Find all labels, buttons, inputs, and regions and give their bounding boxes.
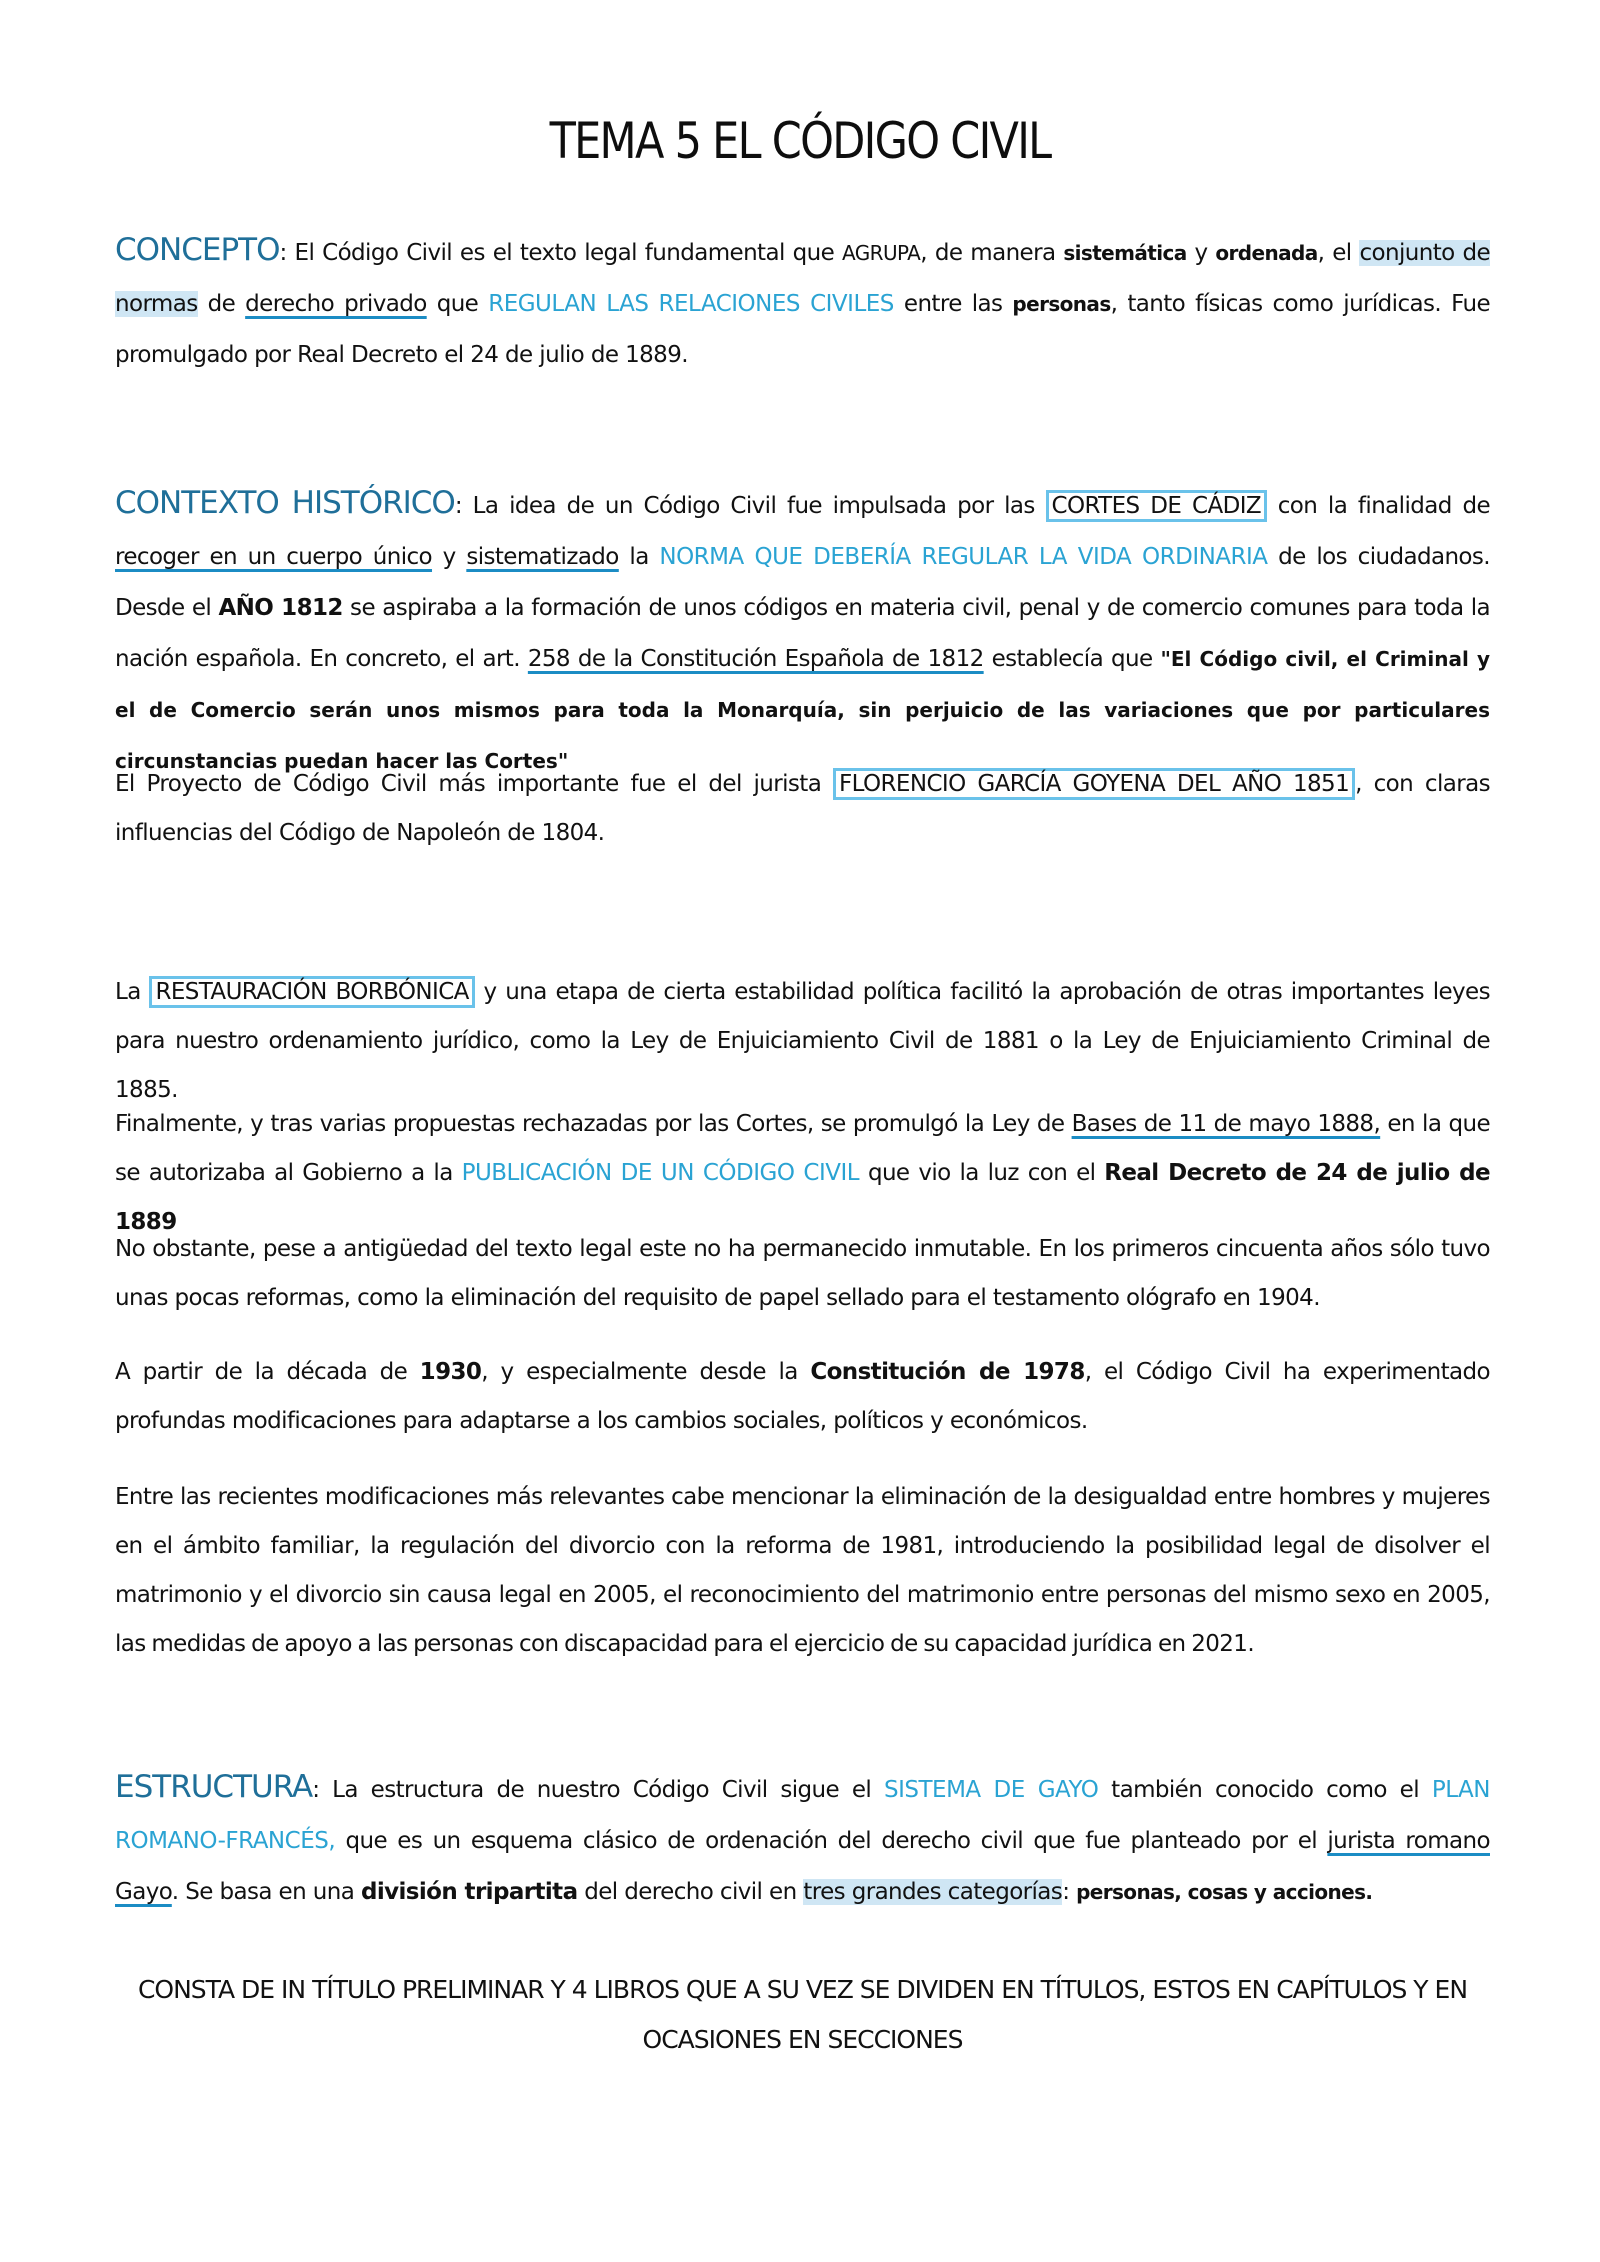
estructura-paragraph (115, 1762, 1490, 1918)
page-title: TEMA 5 EL CÓDIGO CIVIL (549, 112, 1051, 170)
text: del derecho civil en (577, 1879, 804, 1905)
boxed-restauracion: RESTAURACIÓN BORBÓNICA (149, 976, 474, 1008)
accent-sistema-gayo: SISTEMA DE GAYO (884, 1777, 1099, 1803)
text: , y especialmente desde la (481, 1359, 811, 1385)
text: establecía que (983, 646, 1161, 672)
proyecto-paragraph (115, 760, 1490, 858)
text: El Proyecto de Código Civil más importante fue el del jurista (115, 771, 834, 797)
underline-art-258: 258 de la Constitución Española de 1812 (527, 646, 984, 672)
bold-constitucion-1978: Constitución de 1978 (810, 1359, 1085, 1385)
concepto-heading: CONCEPTO (115, 232, 280, 268)
text: que es un esquema clásico de ordenación del derecho civil que fue planteado por el (335, 1828, 1328, 1854)
text: : El Código Civil es el texto legal fundamental que (279, 240, 843, 266)
highlight-conjunto: conjunto de normas (115, 240, 1491, 317)
accent-publicacion: PUBLICACIÓN DE UN CÓDIGO CIVIL (461, 1160, 860, 1186)
text: también conocido como el (1098, 1777, 1432, 1803)
bold-categorias: personas, cosas y acciones. (1076, 1880, 1373, 1904)
underline-recoger: recoger en un cuerpo único (115, 544, 433, 570)
text: A partir de la década de (115, 1359, 420, 1385)
text: , con claras influencias del Código de Napoleón de 1804. (115, 771, 1490, 846)
a-partir-paragraph (115, 1348, 1490, 1446)
contexto-heading: CONTEXTO HISTÓRICO (115, 485, 455, 521)
text-agrupa: AGRUPA (842, 241, 921, 265)
no-obstante-paragraph: No obstante, pese a antigüedad del texto legal este no ha permanecido inmutable. En los primeros cincuenta años sólo tuvo unas pocas reformas, como la eliminación del requisito de papel sellado para el testamento ológrafo en 1904. (115, 1236, 1490, 1311)
text: , tanto físicas como jurídicas. Fue promulgado por Real Decreto el 24 de julio de 1889. (115, 291, 1491, 368)
bold-1930: 1930 (419, 1359, 482, 1385)
accent-regulan: REGULAN LAS RELACIONES CIVILES (488, 291, 894, 317)
underline-jurista-gayo: jurista romano Gayo (115, 1828, 1490, 1905)
bold-real-decreto: Real Decreto de 24 de julio de 1889 (115, 1160, 1491, 1235)
bold-sistematica: sistemática (1063, 241, 1187, 265)
boxed-florencio: FLORENCIO GARCÍA GOYENA DEL AÑO 1851 (833, 768, 1355, 800)
quote-art-258: "El Código civil, el Criminal y el de Comercio serán unos mismos para toda la Monarquía, sin perjuicio de las variaciones que por particulares circunstancias puedan hacer las Cortes" (115, 647, 1491, 773)
text: La (115, 979, 150, 1005)
accent-plan-romano-frances: PLAN ROMANO-FRANCÉS, (115, 1777, 1490, 1854)
text: : La idea de un Código Civil fue impulsada por las (454, 493, 1046, 519)
text: y (1186, 240, 1216, 266)
text: con la finalidad de (1267, 493, 1491, 519)
text: que (426, 291, 489, 317)
boxed-cortes-de-cadiz: CORTES DE CÁDIZ (1046, 490, 1268, 522)
text: de (197, 291, 246, 317)
recientes-paragraph: Entre las recientes modificaciones más relevantes cabe mencionar la eliminación de la desigualdad entre hombres y mujeres en el ámbito familiar, la regulación del divorcio con la reforma de 1981, introduciendo la posibilidad legal de disolver el matrimonio y el divorcio sin causa legal en 2005, el reconocimiento del matrimonio entre personas del mismo sexo en 2005, las medidas de apoyo a las personas con discapacidad para el ejercicio de su capacidad jurídica en 2021. (115, 1484, 1490, 1657)
bold-division-tripartita: división tripartita (360, 1879, 578, 1905)
estructura-heading: ESTRUCTURA (115, 1769, 313, 1805)
restauracion-paragraph (115, 968, 1490, 1115)
bold-ordenada: ordenada (1215, 241, 1318, 265)
text: Finalmente, y tras varias propuestas rechazadas por las Cortes, se promulgó la Ley de (115, 1111, 1072, 1137)
text: , el Código Civil ha experimentado profundas modificaciones para adaptarse a los cambios sociales, políticos y económicos. (115, 1359, 1490, 1434)
text: que vio la luz con el (859, 1160, 1105, 1186)
consta-summary: CONSTA DE IN TÍTULO PRELIMINAR Y 4 LIBROS QUE A SU VEZ SE DIVIDEN EN TÍTULOS, ESTOS EN CAPÍTULOS Y EN OCASIONES EN SECCIONES (137, 1975, 1468, 2054)
underline-bases: Bases de 11 de mayo 1888, (1071, 1111, 1381, 1137)
text: y una etapa de cierta estabilidad política facilitó la aprobación de otras importantes leyes para nuestro ordenamiento jurídico, como la Ley de Enjuiciamiento Civil de 1881 o la Ley de Enjuiciamiento Criminal de 1885. (115, 979, 1490, 1103)
text: . Se basa en una (171, 1879, 361, 1905)
text: entre las (893, 291, 1013, 317)
underline-sistematizado: sistematizado (466, 544, 619, 570)
underline-derecho-privado: derecho privado (245, 291, 427, 317)
concepto-paragraph (115, 225, 1490, 381)
text: , el (1317, 240, 1360, 266)
text: : La estructura de nuestro Código Civil sigue el (312, 1777, 885, 1803)
text: y (432, 544, 467, 570)
text: , de manera (920, 240, 1064, 266)
text: : (1062, 1879, 1077, 1905)
accent-norma: NORMA QUE DEBERÍA REGULAR LA VIDA ORDINARIA (659, 544, 1268, 570)
text: la (618, 544, 660, 570)
highlight-tres-categorias: tres grandes categorías (803, 1879, 1063, 1905)
text: en la que se autorizaba al Gobierno a la (115, 1111, 1491, 1186)
contexto-paragraph (115, 478, 1490, 787)
text-personas: personas (1012, 292, 1111, 316)
text: de los ciudadanos. Desde el (115, 544, 1490, 621)
bold-anio-1812: AÑO 1812 (218, 595, 343, 621)
text: se aspiraba a la formación de unos códigos en materia civil, penal y de comercio comunes para toda la nación española. En concreto, el art. (115, 595, 1490, 672)
